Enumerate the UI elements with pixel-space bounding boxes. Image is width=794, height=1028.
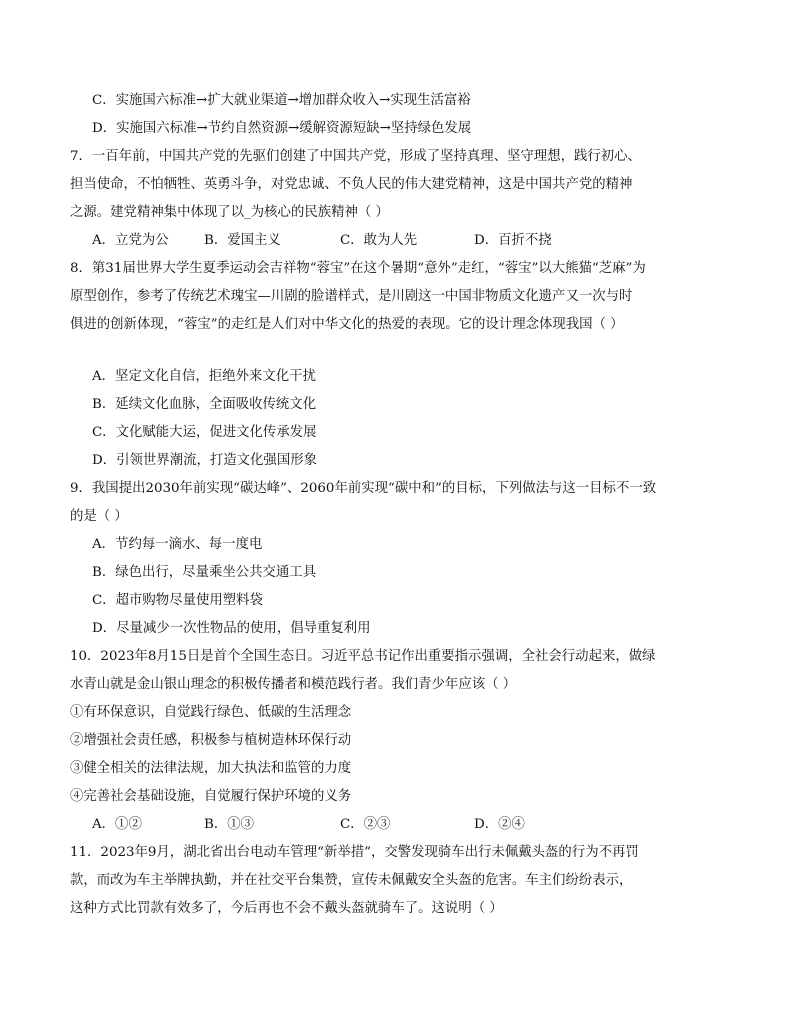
q11-stem-line-1: 11．2023年9月，湖北省出台电动车管理“新举措”，交警发现骑车出行未佩戴头盔的行为不再罚 bbox=[70, 845, 639, 860]
q7-stem-line-2: 担当使命，不怕牺牲、英勇斗争，对党忠诚、不负人民的伟大建党精神，这是中国共产党的精神 bbox=[70, 177, 633, 192]
q9-stem-line-2: 的是（ ） bbox=[70, 509, 128, 524]
q8-stem-line-2: 原型创作，参考了传统艺术瑰宝—川剧的脸谱样式，是川剧这一中国非物质文化遗产又一次与时 bbox=[70, 289, 633, 304]
q9-option-c: C．超市购物尽量使用塑料袋 bbox=[92, 593, 263, 608]
q11-stem-line-2: 款，而改为车主举牌执勤，并在社交平台集赞，宣传未佩戴安全头盔的危害。车主们纷纷表示， bbox=[70, 873, 633, 888]
q8-option-c: C．文化赋能大运，促进文化传承发展 bbox=[92, 425, 317, 440]
q10-item-1: ①有环保意识，自觉践行绿色、低碳的生活理念 bbox=[70, 705, 352, 720]
q8-option-d: D．引领世界潮流，打造文化强国形象 bbox=[92, 453, 317, 468]
q7-stem-line-3: 之源。建党精神集中体现了以_为核心的民族精神（ ） bbox=[70, 205, 389, 220]
q7-option-c: C．敢为人先 bbox=[340, 233, 418, 248]
q10-option-c: C．②③ bbox=[340, 817, 391, 832]
q10-item-2: ②增强社会责任感，积极参与植树造林环保行动 bbox=[70, 733, 352, 748]
q10-stem-line-1: 10．2023年8月15日是首个全国生态日。习近平总书记作出重要指示强调，全社会行动起来，做绿 bbox=[70, 649, 656, 664]
q8-option-b: B．延续文化血脉，全面吸收传统文化 bbox=[92, 397, 317, 412]
q10-stem-line-2: 水青山就是金山银山理念的积极传播者和模范践行者。我们青少年应该（ ） bbox=[70, 677, 517, 692]
q8-stem-line-3: 俱进的创新体现，“蓉宝”的走红是人们对中华文化的热爱的表现。它的设计理念体现我国（ ） bbox=[70, 317, 624, 332]
q7-option-b: B．爱国主义 bbox=[204, 233, 281, 248]
q7-option-a: A．立党为公 bbox=[92, 233, 169, 248]
q10-option-b: B．①③ bbox=[204, 817, 255, 832]
q8-stem-line-1: 8．第31届世界大学生夏季运动会吉祥物“蓉宝”在这个暑期“意外”走红，“蓉宝”以大熊猫“芝麻”为 bbox=[70, 261, 646, 276]
q7-stem-line-1: 7．一百年前，中国共产党的先驱们创建了中国共产党，形成了坚持真理、坚守理想，践行初心、 bbox=[70, 149, 641, 164]
q9-option-d: D．尽量减少一次性物品的使用，倡导重复利用 bbox=[92, 621, 371, 636]
q9-option-b: B．绿色出行，尽量乘坐公共交通工具 bbox=[92, 565, 317, 580]
q6-option-c: C．实施国六标准→扩大就业渠道→增加群众收入→实现生活富裕 bbox=[92, 93, 471, 108]
q7-option-d: D．百折不挠 bbox=[474, 233, 552, 248]
q10-option-d: D．②④ bbox=[474, 817, 525, 832]
q10-option-a: A．①② bbox=[92, 817, 142, 832]
q10-item-3: ③健全相关的法律法规，加大执法和监管的力度 bbox=[70, 761, 352, 776]
q9-stem-line-1: 9．我国提出2030年前实现“碳达峰”、2060年前实现“碳中和”的目标，下列做法与这一目标不一致 bbox=[70, 481, 657, 496]
q10-item-4: ④完善社会基础设施，自觉履行保护环境的义务 bbox=[70, 789, 352, 804]
q8-option-a: A．坚定文化自信，拒绝外来文化干扰 bbox=[92, 369, 316, 384]
q11-stem-line-3: 这种方式比罚款有效多了，今后再也不会不戴头盔就骑车了。这说明（ ） bbox=[70, 901, 503, 916]
q6-option-d: D．实施国六标准→节约自然资源→缓解资源短缺→坚持绿色发展 bbox=[92, 121, 472, 136]
q9-option-a: A．节约每一滴水、每一度电 bbox=[92, 537, 263, 552]
